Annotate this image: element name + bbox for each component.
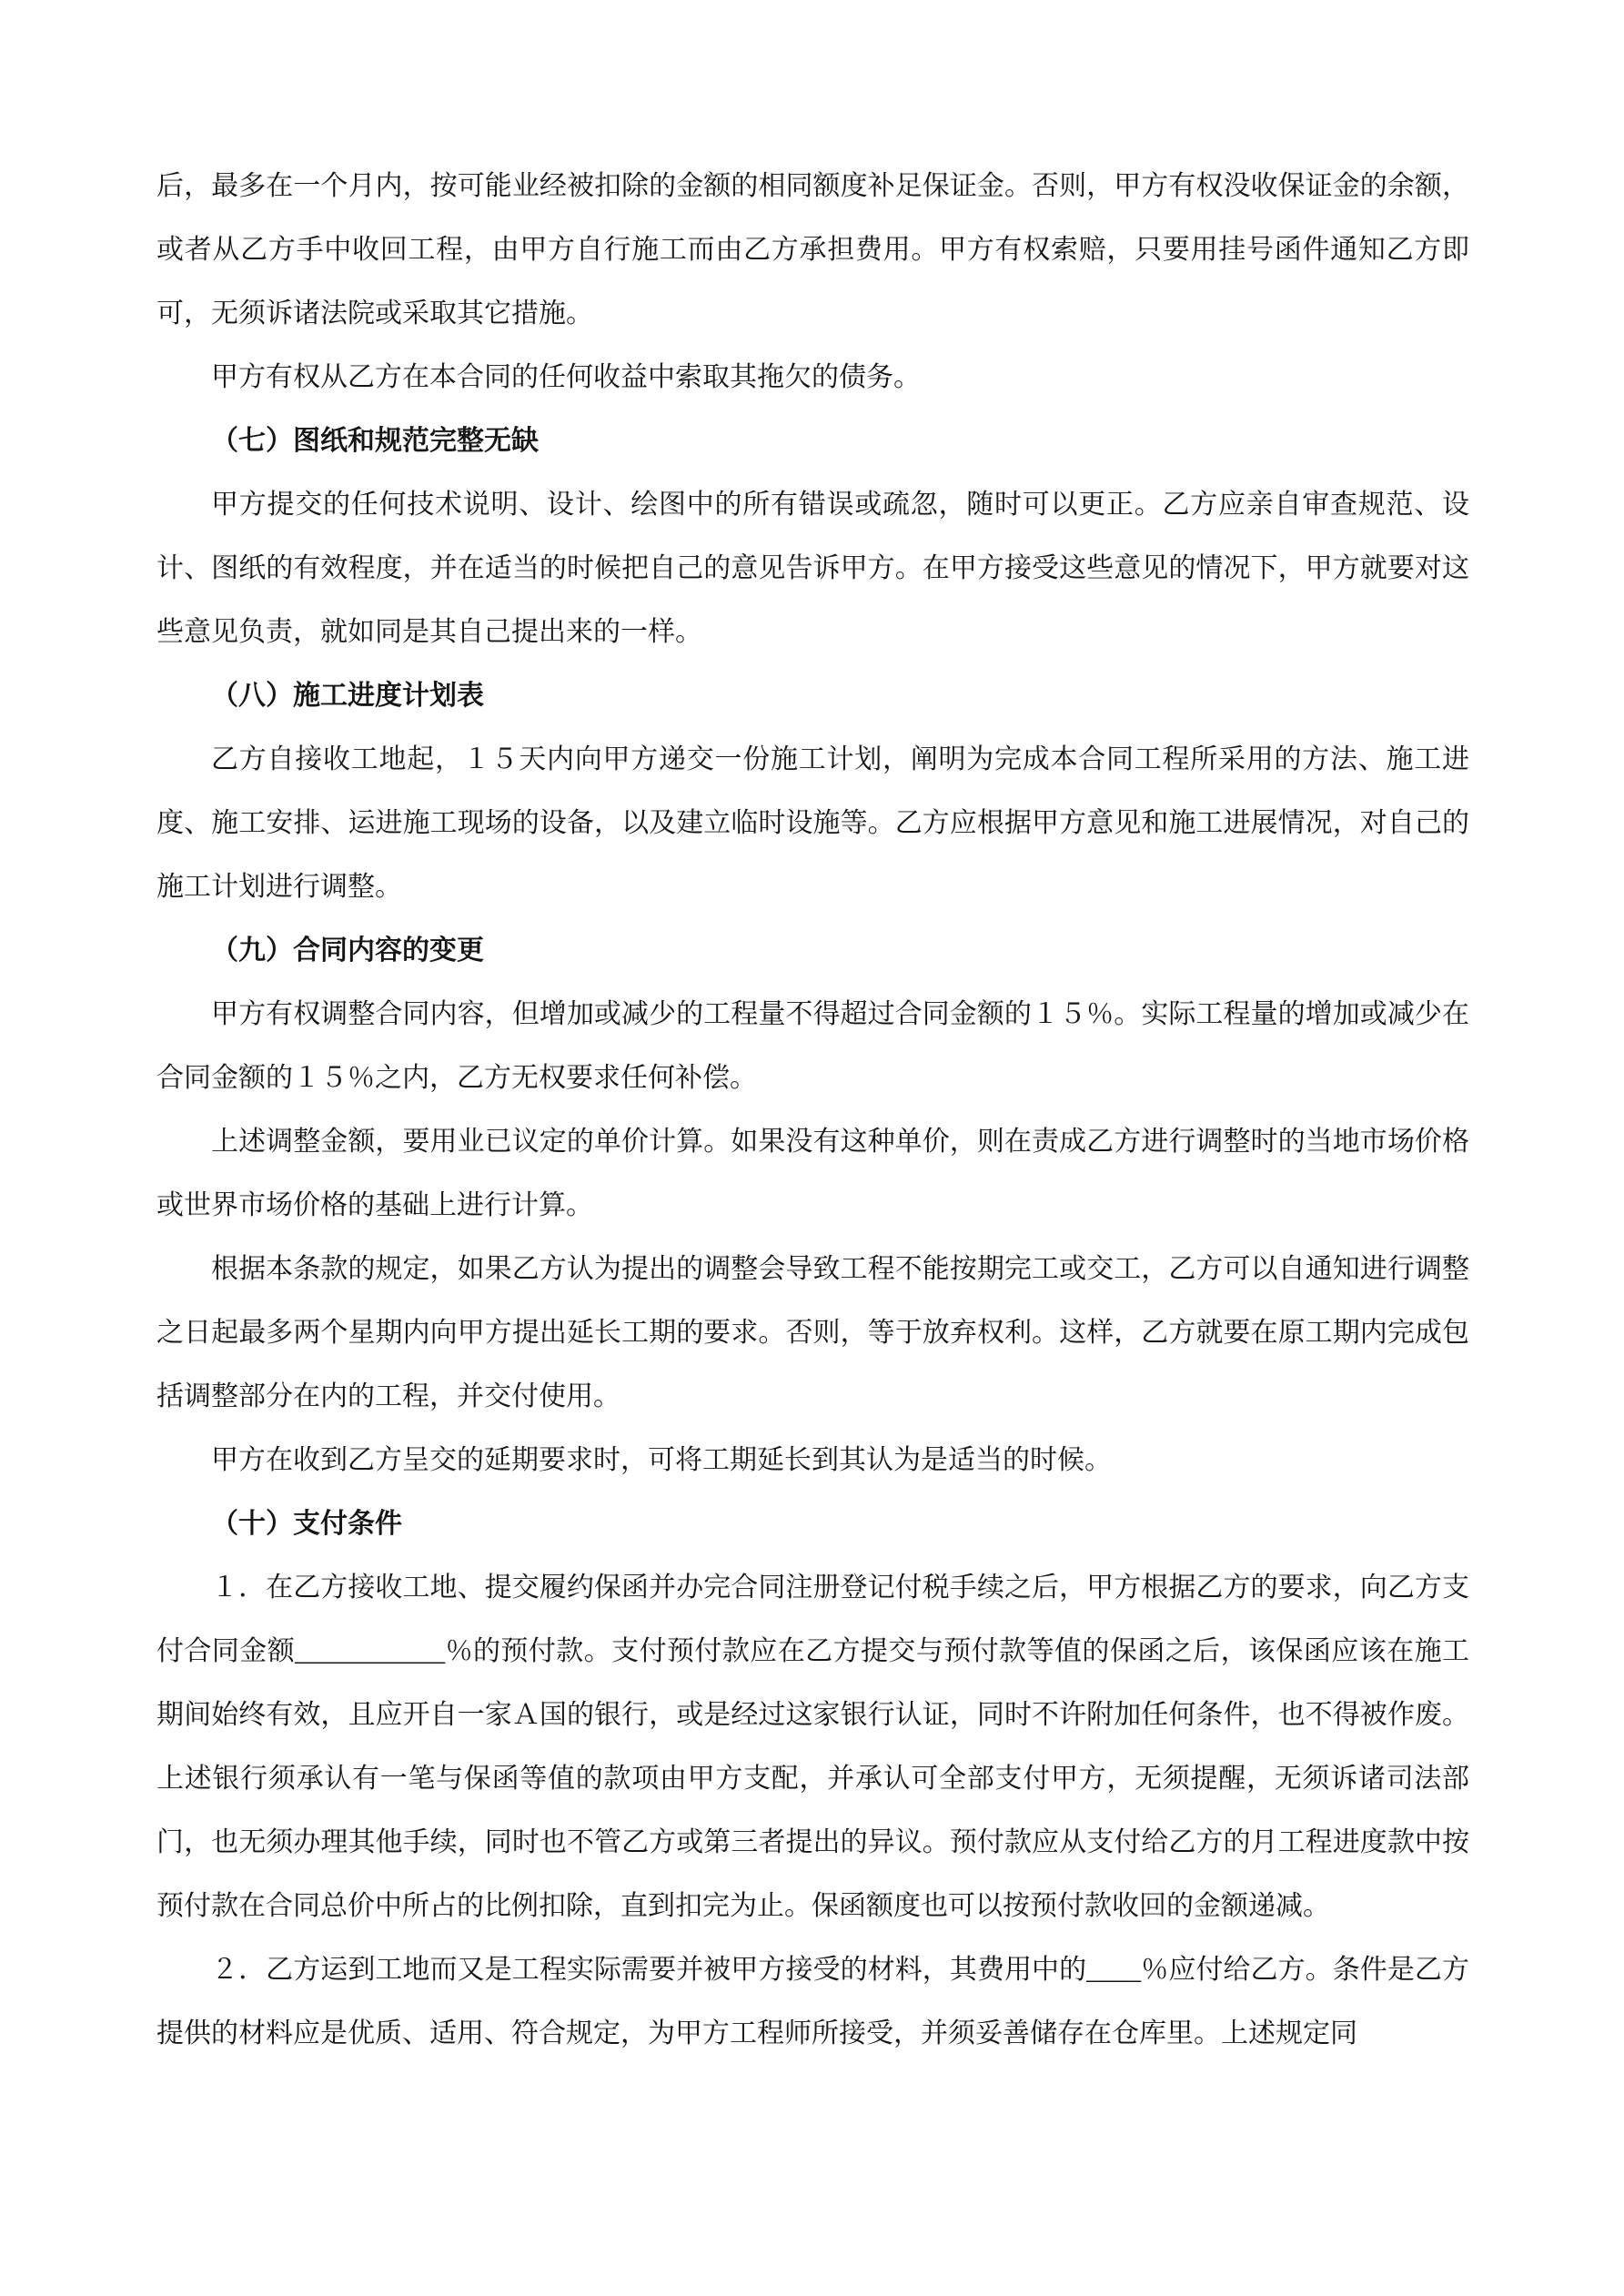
section-heading: （八）施工进度计划表 [211,681,484,711]
paragraph: 后，最多在一个月内，按可能业经被扣除的金额的相同额度补足保证金。否则，甲方有权没收保证金的余额，或者从乙方手中收回工程，由甲方自行施工而由乙方承担费用。甲方有权索赔，只要用挂号函件通知乙方即可，无须诉诸法院或采取其它措施。 [156,171,1469,329]
paragraph: 根据本条款的规定，如果乙方认为提出的调整会导致工程不能按期完工或交工，乙方可以自通知进行调整之日起最多两个星期内向甲方提出延长工期的要求。否则，等于放弃权利。这样，乙方就要在原工期内完成包括调整部分在内的工程，并交付使用。 [156,1254,1469,1411]
paragraph: 甲方在收到乙方呈交的延期要求时，可将工期延长到其认为是适当的时候。 [211,1445,1112,1475]
paragraph: 甲方提交的任何技术说明、设计、绘图中的所有错误或疏忽，随时可以更正。乙方应亲自审查规范、设计、图纸的有效程度，并在适当的时候把自己的意见告诉甲方。在甲方接受这些意见的情况下，甲方就要对这些意见负责，就如同是其自己提出来的一样。 [156,490,1469,647]
document-content [156,155,1469,2066]
section-heading: （十）支付条件 [211,1509,402,1539]
paragraph: ２．乙方运到工地而又是工程实际需要并被甲方接受的材料，其费用中的____％应付给乙方。条件是乙方提供的材料应是优质、适用、符合规定，为甲方工程师所接受，并须妥善储存在仓库里。上述规定同 [156,1955,1469,2048]
paragraph: １．在乙方接收工地、提交履约保函并办完合同注册登记付税手续之后，甲方根据乙方的要求，向乙方支付合同金额___________％的预付款。支付预付款应在乙方提交与预付款等值的保函之后，该保函应该在施工期间始终有效，且应开自一家Ａ国的银行，或是经过这家银行认证，同时不许附加任何条件，也不得被作废。上述银行须承认有一笔与保函等值的款项由甲方支配，并承认可全部支付甲方，无须提醒，无须诉诸司法部门，也无须办理其他手续，同时也不管乙方或第三者提出的异议。预付款应从支付给乙方的月工程进度款中按预付款在合同总价中所占的比例扣除，直到扣完为止。保函额度也可以按预付款收回的金额递减。 [156,1573,1469,1921]
section-heading: （七）图纸和规范完整无缺 [211,426,539,456]
paragraph: 上述调整金额，要用业已议定的单价计算。如果没有这种单价，则在责成乙方进行调整时的当地市场价格或世界市场价格的基础上进行计算。 [156,1127,1469,1220]
paragraph: 甲方有权从乙方在本合同的任何收益中索取其拖欠的债务。 [211,362,921,392]
section-heading: （九）合同内容的变更 [211,936,484,966]
paragraph: 乙方自接收工地起，１５天内向甲方递交一份施工计划，阐明为完成本合同工程所采用的方法、施工进度、施工安排、运进施工现场的设备，以及建立临时设施等。乙方应根据甲方意见和施工进展情况，对自己的施工计划进行调整。 [156,744,1469,902]
paragraph: 甲方有权调整合同内容，但增加或减少的工程量不得超过合同金额的１５％。实际工程量的增加或减少在合同金额的１５％之内，乙方无权要求任何补偿。 [156,999,1469,1093]
